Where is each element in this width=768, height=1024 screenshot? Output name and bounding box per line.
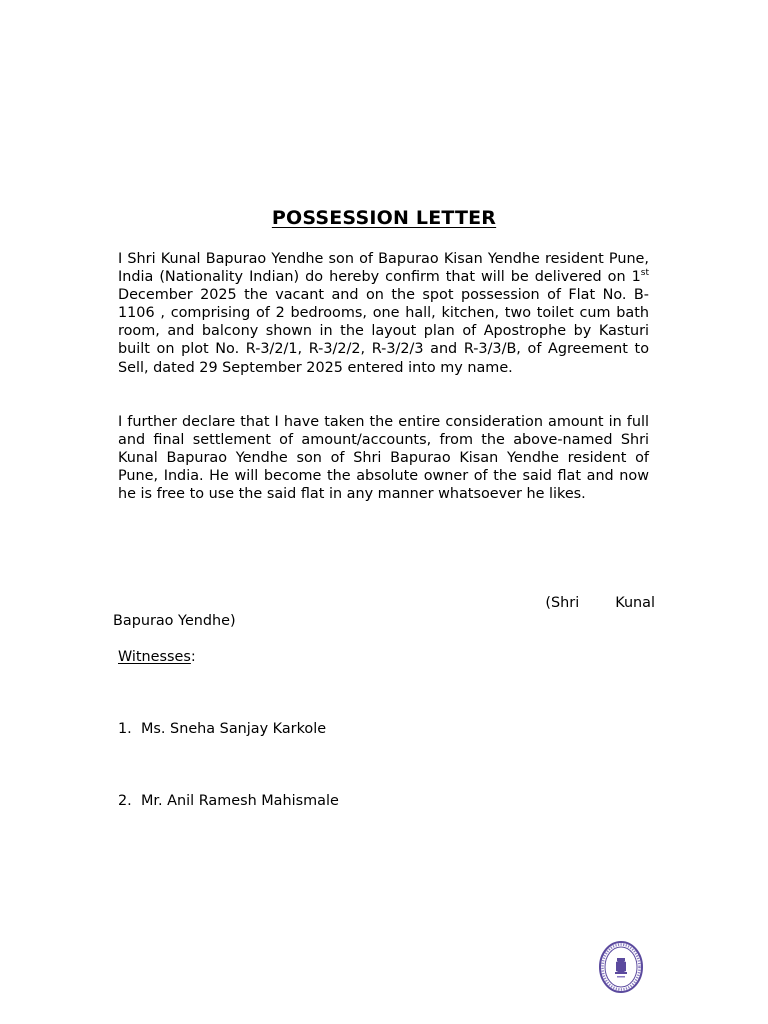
signature-block <box>113 594 655 630</box>
witness-item-2 <box>118 792 339 810</box>
witnesses-heading-colon: : <box>190 649 196 665</box>
witness-number: 2. <box>118 793 132 809</box>
document-title: POSSESSION LETTER <box>271 207 497 229</box>
witness-number: 1. <box>118 721 132 737</box>
signature-line-2: Bapurao Yendhe) <box>113 613 236 630</box>
declaration-paragraph <box>118 250 649 377</box>
witness-name: Ms. Sneha Sanjay Karkole <box>141 721 327 737</box>
witness-item-1 <box>118 720 326 738</box>
ordinal-suffix: st <box>640 268 649 279</box>
official-seal-icon <box>598 940 644 994</box>
signature-word-2: Kunal <box>615 595 655 611</box>
declaration-text-part2: December 2025 the vacant and on the spot possession of Flat No. B-1106 , comprising of 2 bedrooms, one hall, kitchen, two toilet cum bath room, and balcony shown in the layout plan of Apostrophe by Kasturi built on plot No. R-3/2/1, R-3/2/2, R-3/2/3 and R-3/3/B, of Agreement to Sell, dated 29 September 2025 entered into my name. <box>118 287 649 376</box>
witnesses-heading-label: Witnesses <box>118 649 191 665</box>
witnesses-heading <box>118 648 196 666</box>
signature-word-1: (Shri <box>545 595 580 611</box>
declaration-text-part1: I Shri Kunal Bapurao Yendhe son of Bapurao Kisan Yendhe resident Pune, India (Nationality Indian) do hereby confirm that will be delivered on 1 <box>118 251 649 286</box>
signature-line-1 <box>113 594 655 612</box>
witness-name: Mr. Anil Ramesh Mahismale <box>141 793 339 809</box>
settlement-paragraph: I further declare that I have taken the entire consideration amount in full and final settlement of amount/accounts, from the above-named Shri Kunal Bapurao Yendhe son of Shri Bapurao Kisan Yendhe resident of Pune, India. He will become the absolute owner of the said flat and now he is free to use the said flat in any manner whatsoever he likes. <box>118 414 649 503</box>
